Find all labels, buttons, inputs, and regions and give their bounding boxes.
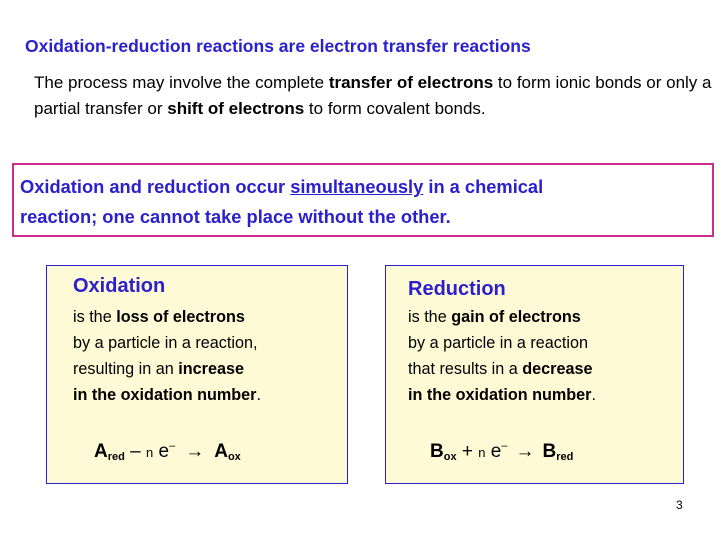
oxidation-line-1-pre: is the: [73, 308, 117, 326]
ox-eq-n: n: [145, 445, 154, 460]
oxidation-line-3: [73, 356, 261, 382]
oxidation-definition: [73, 304, 261, 408]
oxidation-line-4-post: .: [256, 386, 261, 404]
ox-eq-product-subscript: ox: [227, 451, 241, 463]
reduction-line-2: by a particle in a reaction: [408, 334, 588, 352]
ox-eq-product-symbol: A: [214, 441, 228, 462]
red-eq-product-subscript: red: [556, 451, 574, 463]
ox-eq-reactant-symbol: A: [94, 441, 108, 462]
reduction-line-3: [408, 356, 596, 382]
simultaneous-callout-text: [20, 172, 543, 232]
intro-bold-1: transfer of electrons: [328, 73, 494, 92]
oxidation-equation: [94, 440, 241, 463]
page-number: 3: [676, 498, 683, 512]
red-eq-electron: e: [485, 441, 502, 462]
callout-line-1-post: in a chemical: [423, 176, 544, 197]
intro-text-3: to form covalent bonds.: [304, 99, 486, 118]
reduction-line-3-pre: that results in a: [408, 360, 523, 378]
oxidation-line-2: by a particle in a reaction,: [73, 334, 258, 352]
red-eq-reactant-symbol: B: [430, 441, 444, 462]
ox-eq-reactant: [94, 441, 125, 462]
ox-eq-product: [214, 441, 241, 462]
oxidation-line-3-bold: increase: [178, 360, 244, 378]
oxidation-line-1: [73, 304, 261, 330]
callout-line-1: [20, 172, 543, 202]
ox-eq-arrow: →: [185, 441, 205, 462]
red-eq-product-symbol: B: [542, 441, 557, 462]
red-eq-electron-charge: –: [501, 440, 508, 452]
reduction-line-4: [408, 382, 596, 408]
intro-bold-2: shift of electrons: [167, 99, 305, 118]
red-eq-n: n: [478, 445, 486, 460]
ox-eq-electron-charge: –: [169, 440, 176, 452]
reduction-line-1-pre: is the: [408, 308, 452, 326]
intro-text-2: to form ionic bonds or only a partial transfer or: [34, 73, 712, 118]
slide-title: Oxidation-reduction reactions are electron transfer reactions: [25, 36, 531, 56]
intro-paragraph: [34, 70, 724, 122]
oxidation-line-1-bold: loss of electrons: [116, 308, 245, 326]
reduction-line-4-post: .: [591, 386, 596, 404]
ox-eq-reactant-subscript: red: [107, 451, 125, 463]
oxidation-line-4-bold: in the oxidation number: [73, 386, 257, 404]
oxidation-title: Oxidation: [73, 275, 166, 297]
callout-line-2: reaction; one cannot take place without the other.: [20, 206, 451, 227]
callout-line-1-pre: Oxidation and reduction occur: [20, 176, 291, 197]
ox-eq-minus: –: [124, 441, 146, 462]
reduction-line-3-bold: decrease: [522, 360, 593, 378]
reduction-line-4-bold: in the oxidation number: [408, 386, 592, 404]
red-eq-reactant: [430, 441, 457, 462]
reduction-title: Reduction: [408, 278, 506, 300]
intro-text-1: The process may involve the complete: [34, 73, 329, 92]
callout-underlined-word: simultaneously: [290, 176, 424, 197]
red-eq-reactant-subscript: ox: [443, 451, 457, 463]
oxidation-line-3-pre: resulting in an: [73, 360, 179, 378]
red-eq-product: [542, 441, 573, 462]
red-eq-plus: +: [456, 441, 479, 462]
oxidation-line-4: [73, 382, 261, 408]
red-eq-arrow: →: [515, 441, 535, 462]
reduction-definition: [408, 304, 596, 408]
ox-eq-electron: e: [153, 441, 170, 462]
reduction-line-1: [408, 304, 596, 330]
reduction-equation: [430, 440, 573, 463]
reduction-line-1-bold: gain of electrons: [451, 308, 581, 326]
